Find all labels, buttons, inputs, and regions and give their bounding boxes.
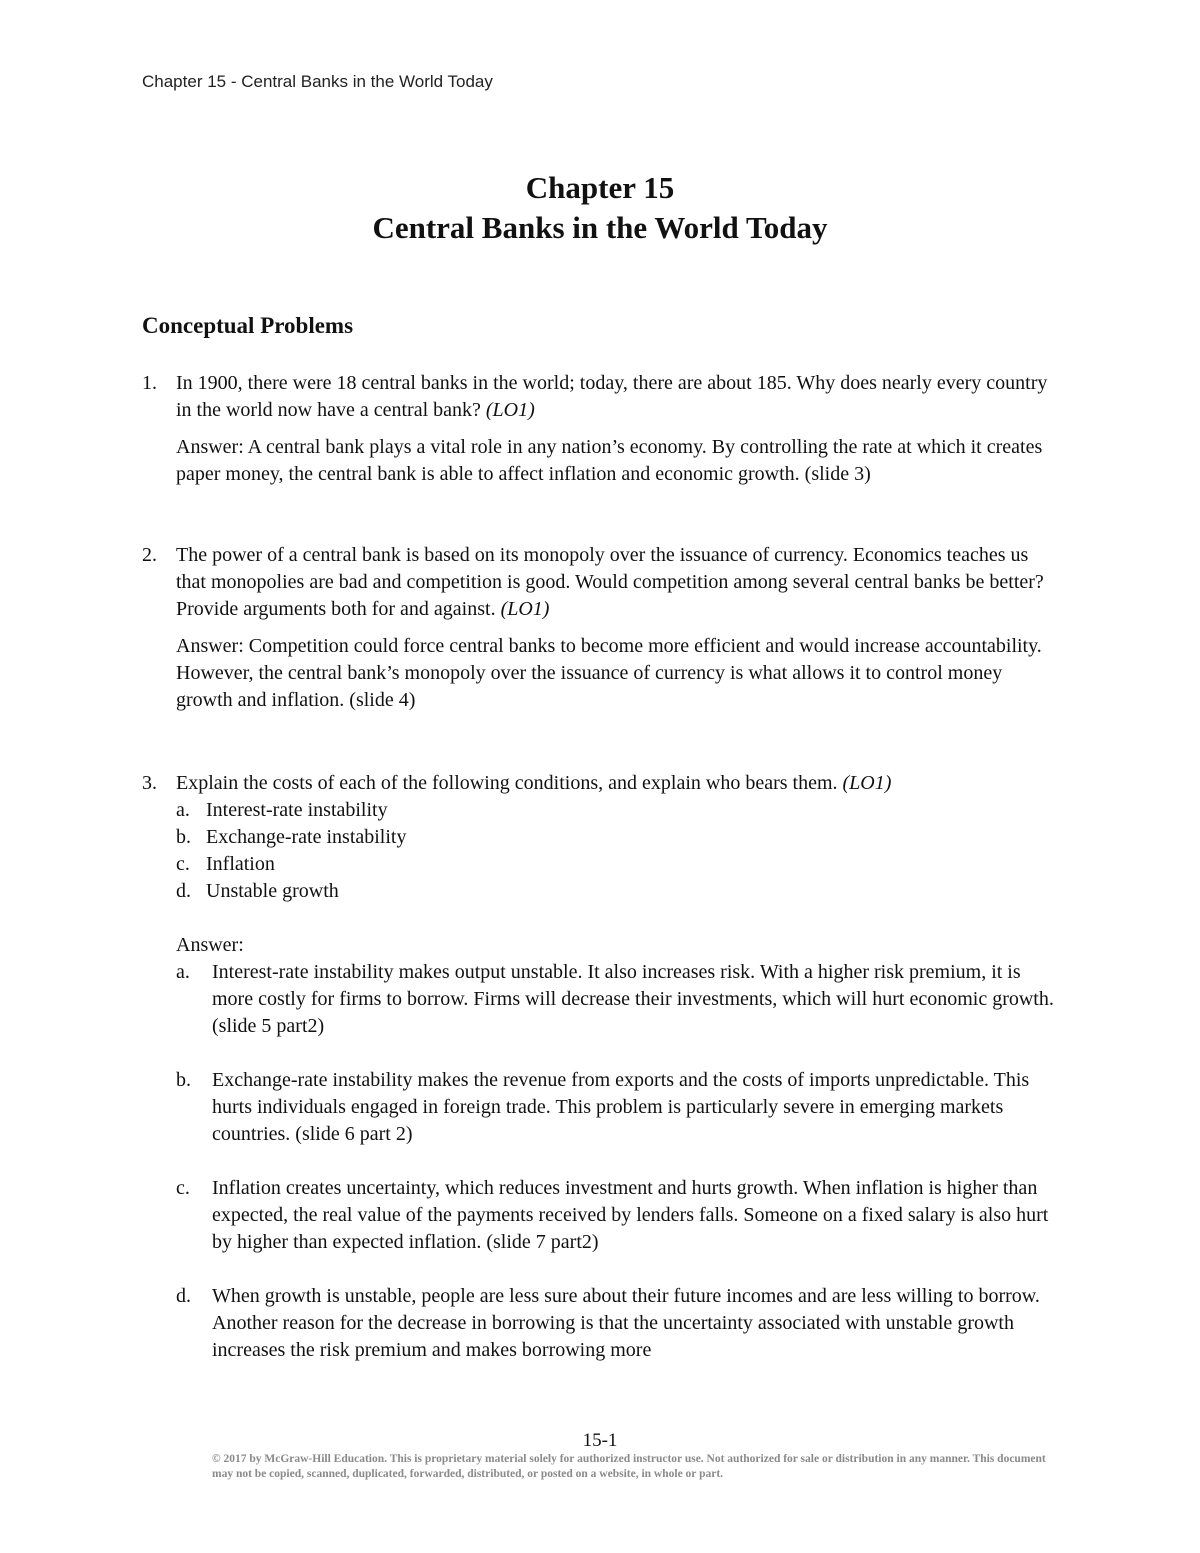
item-letter: d. bbox=[176, 880, 191, 902]
list-item bbox=[176, 1283, 1062, 1364]
item-text: Inflation bbox=[206, 853, 275, 875]
list-item bbox=[176, 878, 1062, 905]
copyright-notice: © 2017 by McGraw-Hill Education. This is proprietary material solely for authorized instructor use. Not authorized for sale or distribution in any manner. This document may not be copied, scanned, duplicated, forwarded, distributed, or posted on a website, in whole or part. bbox=[212, 1453, 1046, 1480]
question-text: The power of a central bank is based on its monopoly over the issuance of currency. Economics teaches us that monopolies are bad and competition is good. Would competition among several central banks be better? Provide arguments both for and against. bbox=[176, 544, 1044, 620]
problem-question bbox=[176, 770, 1062, 797]
list-item bbox=[176, 1067, 1062, 1148]
list-item bbox=[176, 824, 1062, 851]
answer-list bbox=[176, 959, 1062, 1364]
question-text: In 1900, there were 18 central banks in the world; today, there are about 185. Why does nearly every country in the world now have a central bank? bbox=[176, 372, 1048, 421]
question-text: Explain the costs of each of the following conditions, and explain who bears them. bbox=[176, 772, 838, 794]
problem-question bbox=[176, 370, 1062, 424]
item-letter: c. bbox=[176, 1177, 190, 1199]
learning-objective: (LO1) bbox=[500, 598, 550, 620]
problem-1 bbox=[142, 370, 1062, 488]
problem-answer: Answer: A central bank plays a vital role in any nation’s economy. By controlling the rate at which it creates paper money, the central bank is able to affect inflation and economic growth. (slide 3) bbox=[176, 436, 1043, 485]
problem-number: 3. bbox=[142, 772, 157, 794]
item-text: Interest-rate instability makes output unstable. It also increases risk. With a higher risk premium, it is more costly for firms to borrow. Firms will decrease their investments, which will hurt economic growth. (slide 5 part2) bbox=[212, 961, 1054, 1037]
problem-2 bbox=[142, 542, 1062, 714]
list-item bbox=[176, 959, 1062, 1040]
list-item bbox=[176, 797, 1062, 824]
item-text: When growth is unstable, people are less sure about their future incomes and are less willing to borrow. Another reason for the decrease in borrowing is that the uncertainty associated with unstable growth increases the risk premium and makes borrowing more bbox=[212, 1285, 1040, 1361]
page-number: 15-1 bbox=[582, 1430, 618, 1451]
item-text: Unstable growth bbox=[206, 880, 339, 902]
item-letter: b. bbox=[176, 1069, 191, 1091]
item-text: Interest-rate instability bbox=[206, 799, 388, 821]
list-item bbox=[176, 851, 1062, 878]
list-item bbox=[176, 1175, 1062, 1256]
section-heading: Conceptual Problems bbox=[142, 313, 354, 338]
problem-number: 1. bbox=[142, 372, 157, 394]
item-letter: c. bbox=[176, 853, 190, 875]
item-text: Inflation creates uncertainty, which reduces investment and hurts growth. When inflation is higher than expected, the real value of the payments received by lenders falls. Someone on a fixed salary is also hurt by higher than expected inflation. (slide 7 part2) bbox=[212, 1177, 1049, 1253]
item-letter: b. bbox=[176, 826, 191, 848]
problem-answer: Answer: Competition could force central banks to become more efficient and would increase accountability. However, the central bank’s monopoly over the issuance of currency is what allows it to control money growth and inflation. (slide 4) bbox=[176, 635, 1042, 711]
item-text: Exchange-rate instability makes the revenue from exports and the costs of imports unpredictable. This hurts individuals engaged in foreign trade. This problem is particularly severe in emerging markets countries. (slide 6 part 2) bbox=[212, 1069, 1030, 1145]
problem-3 bbox=[142, 770, 1062, 1364]
condition-list bbox=[176, 797, 1062, 905]
item-letter: d. bbox=[176, 1285, 191, 1307]
chapter-name: Central Banks in the World Today bbox=[372, 210, 828, 245]
answer-label: Answer: bbox=[176, 934, 244, 956]
learning-objective: (LO1) bbox=[842, 772, 892, 794]
item-letter: a. bbox=[176, 799, 190, 821]
problems-list bbox=[142, 370, 1062, 1364]
problem-question bbox=[176, 542, 1062, 623]
chapter-number: Chapter 15 bbox=[525, 170, 675, 205]
learning-objective: (LO1) bbox=[485, 399, 535, 421]
item-letter: a. bbox=[176, 961, 190, 983]
problem-number: 2. bbox=[142, 544, 157, 566]
running-header: Chapter 15 - Central Banks in the World Today bbox=[142, 72, 493, 91]
chapter-title bbox=[0, 168, 1200, 248]
item-text: Exchange-rate instability bbox=[206, 826, 407, 848]
